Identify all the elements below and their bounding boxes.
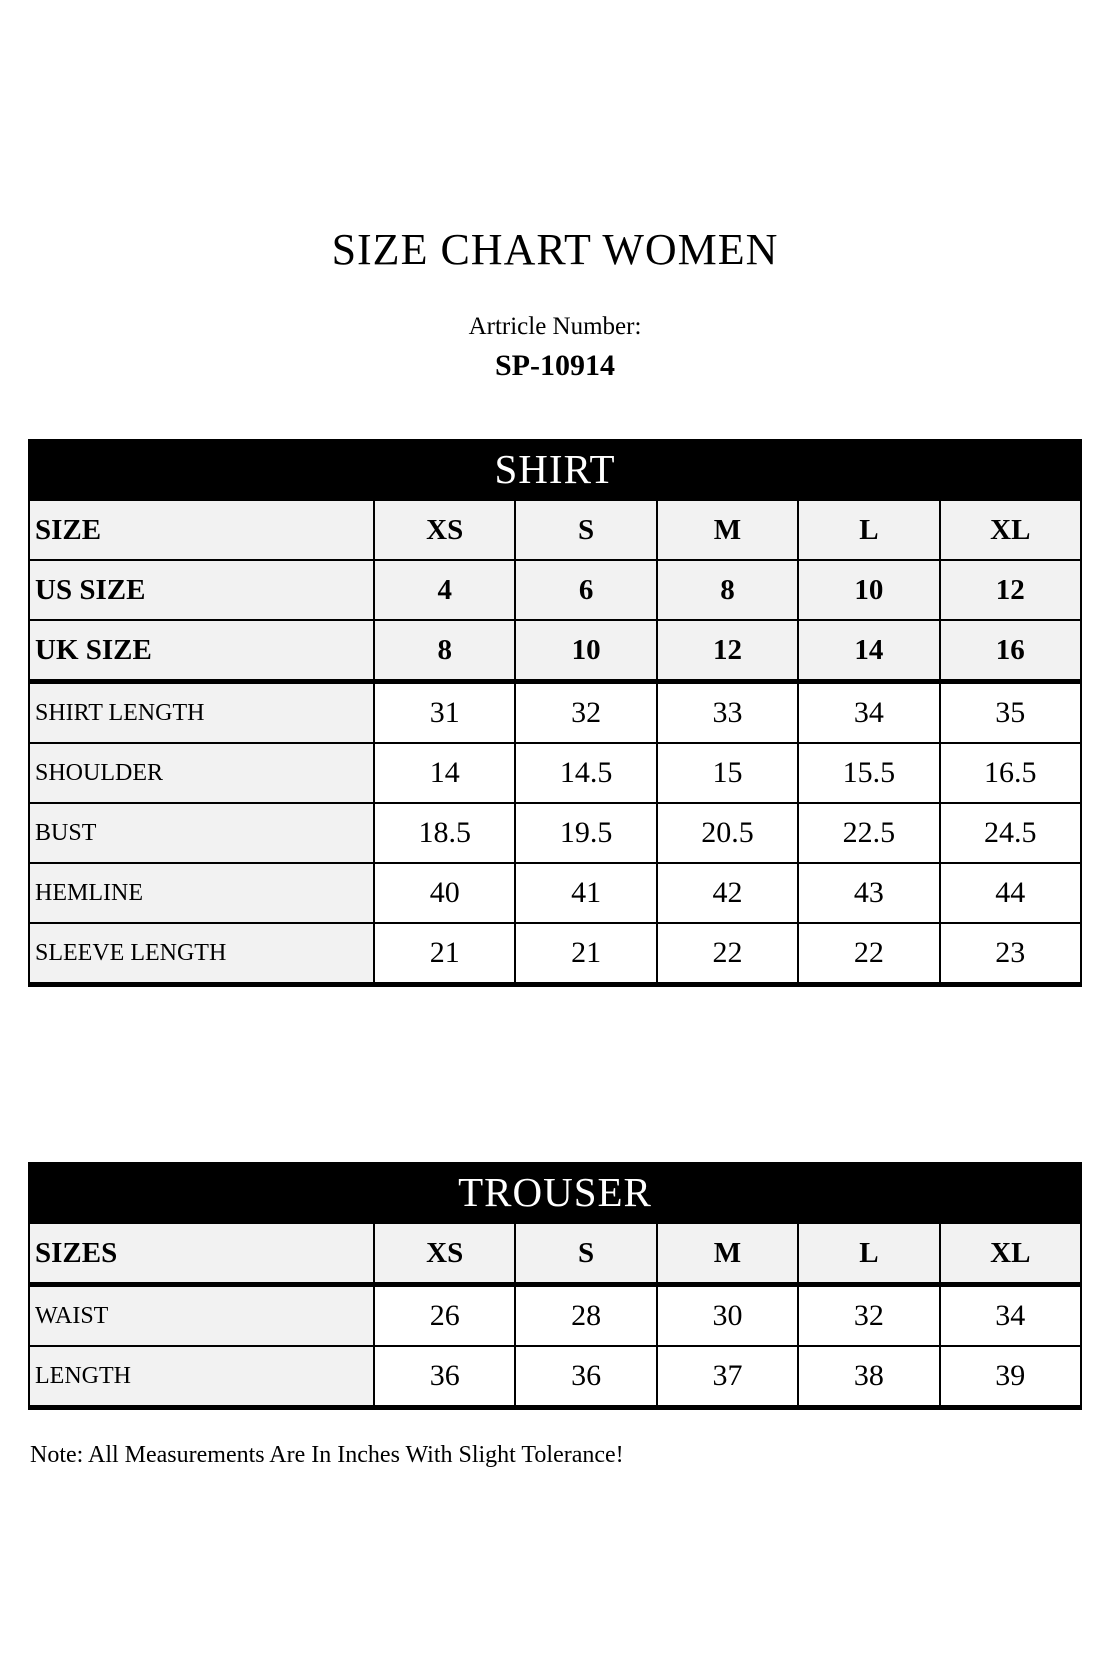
table-row-sizes [29,1223,1081,1285]
shirt-table [28,499,1082,987]
value-cell: 32 [798,1285,939,1347]
value-cell: 32 [515,682,656,744]
row-label-cell: SIZES [29,1223,374,1285]
row-label-cell: SIZE [29,500,374,560]
value-cell: XL [940,1223,1081,1285]
value-cell: XS [374,1223,515,1285]
table-row-bust [29,803,1081,863]
value-cell: 18.5 [374,803,515,863]
value-cell: 34 [798,682,939,744]
row-label-cell: UK SIZE [29,620,374,682]
value-cell: 19.5 [515,803,656,863]
value-cell: 14 [374,743,515,803]
value-cell: 41 [515,863,656,923]
value-cell: 24.5 [940,803,1081,863]
value-cell: 35 [940,682,1081,744]
value-cell: 4 [374,560,515,620]
value-cell: 40 [374,863,515,923]
row-label-cell: US SIZE [29,560,374,620]
value-cell: 22 [657,923,798,985]
value-cell: S [515,500,656,560]
trouser-table [28,1222,1082,1410]
table-row-sleeve-length [29,923,1081,985]
value-cell: 14.5 [515,743,656,803]
value-cell: 39 [940,1346,1081,1408]
value-cell: 37 [657,1346,798,1408]
page-title: SIZE CHART WOMEN [331,225,779,274]
row-label-cell: SLEEVE LENGTH [29,923,374,985]
row-label-cell: SHIRT LENGTH [29,682,374,744]
table-row-shirt-length [29,682,1081,744]
value-cell: 16.5 [940,743,1081,803]
table-row-size [29,500,1081,560]
value-cell: 14 [798,620,939,682]
value-cell: 10 [798,560,939,620]
value-cell: 22.5 [798,803,939,863]
value-cell: 15.5 [798,743,939,803]
table-row-length [29,1346,1081,1408]
value-cell: L [798,1223,939,1285]
table-row-waist [29,1285,1081,1347]
table-row-us-size [29,560,1081,620]
row-label-cell: LENGTH [29,1346,374,1408]
value-cell: 34 [940,1285,1081,1347]
value-cell: 20.5 [657,803,798,863]
value-cell: M [657,500,798,560]
row-label-cell: HEMLINE [29,863,374,923]
value-cell: 15 [657,743,798,803]
value-cell: 36 [374,1346,515,1408]
row-label-cell: WAIST [29,1285,374,1347]
value-cell: S [515,1223,656,1285]
value-cell: 36 [515,1346,656,1408]
value-cell: 38 [798,1346,939,1408]
value-cell: 6 [515,560,656,620]
table-row-shoulder [29,743,1081,803]
value-cell: XL [940,500,1081,560]
measurements-note: Note: All Measurements Are In Inches With Slight Tolerance! [30,1442,624,1468]
value-cell: L [798,500,939,560]
value-cell: XS [374,500,515,560]
value-cell: 23 [940,923,1081,985]
value-cell: 43 [798,863,939,923]
value-cell: 21 [374,923,515,985]
value-cell: 16 [940,620,1081,682]
shirt-section [28,439,1082,987]
table-row-hemline [29,863,1081,923]
article-number-label: Artricle Number: [468,313,642,340]
value-cell: 28 [515,1285,656,1347]
article-number-value: SP-10914 [495,349,615,382]
value-cell: 31 [374,682,515,744]
value-cell: 12 [657,620,798,682]
value-cell: 26 [374,1285,515,1347]
row-label-cell: BUST [29,803,374,863]
row-label-cell: SHOULDER [29,743,374,803]
value-cell: 8 [374,620,515,682]
value-cell: 12 [940,560,1081,620]
value-cell: 10 [515,620,656,682]
value-cell: 30 [657,1285,798,1347]
value-cell: 21 [515,923,656,985]
value-cell: 8 [657,560,798,620]
shirt-table-header: SHIRT [28,439,1082,499]
table-row-uk-size [29,620,1081,682]
trouser-table-header: TROUSER [28,1162,1082,1222]
trouser-section [28,1162,1082,1410]
value-cell: 22 [798,923,939,985]
value-cell: 44 [940,863,1081,923]
value-cell: 33 [657,682,798,744]
value-cell: 42 [657,863,798,923]
value-cell: M [657,1223,798,1285]
